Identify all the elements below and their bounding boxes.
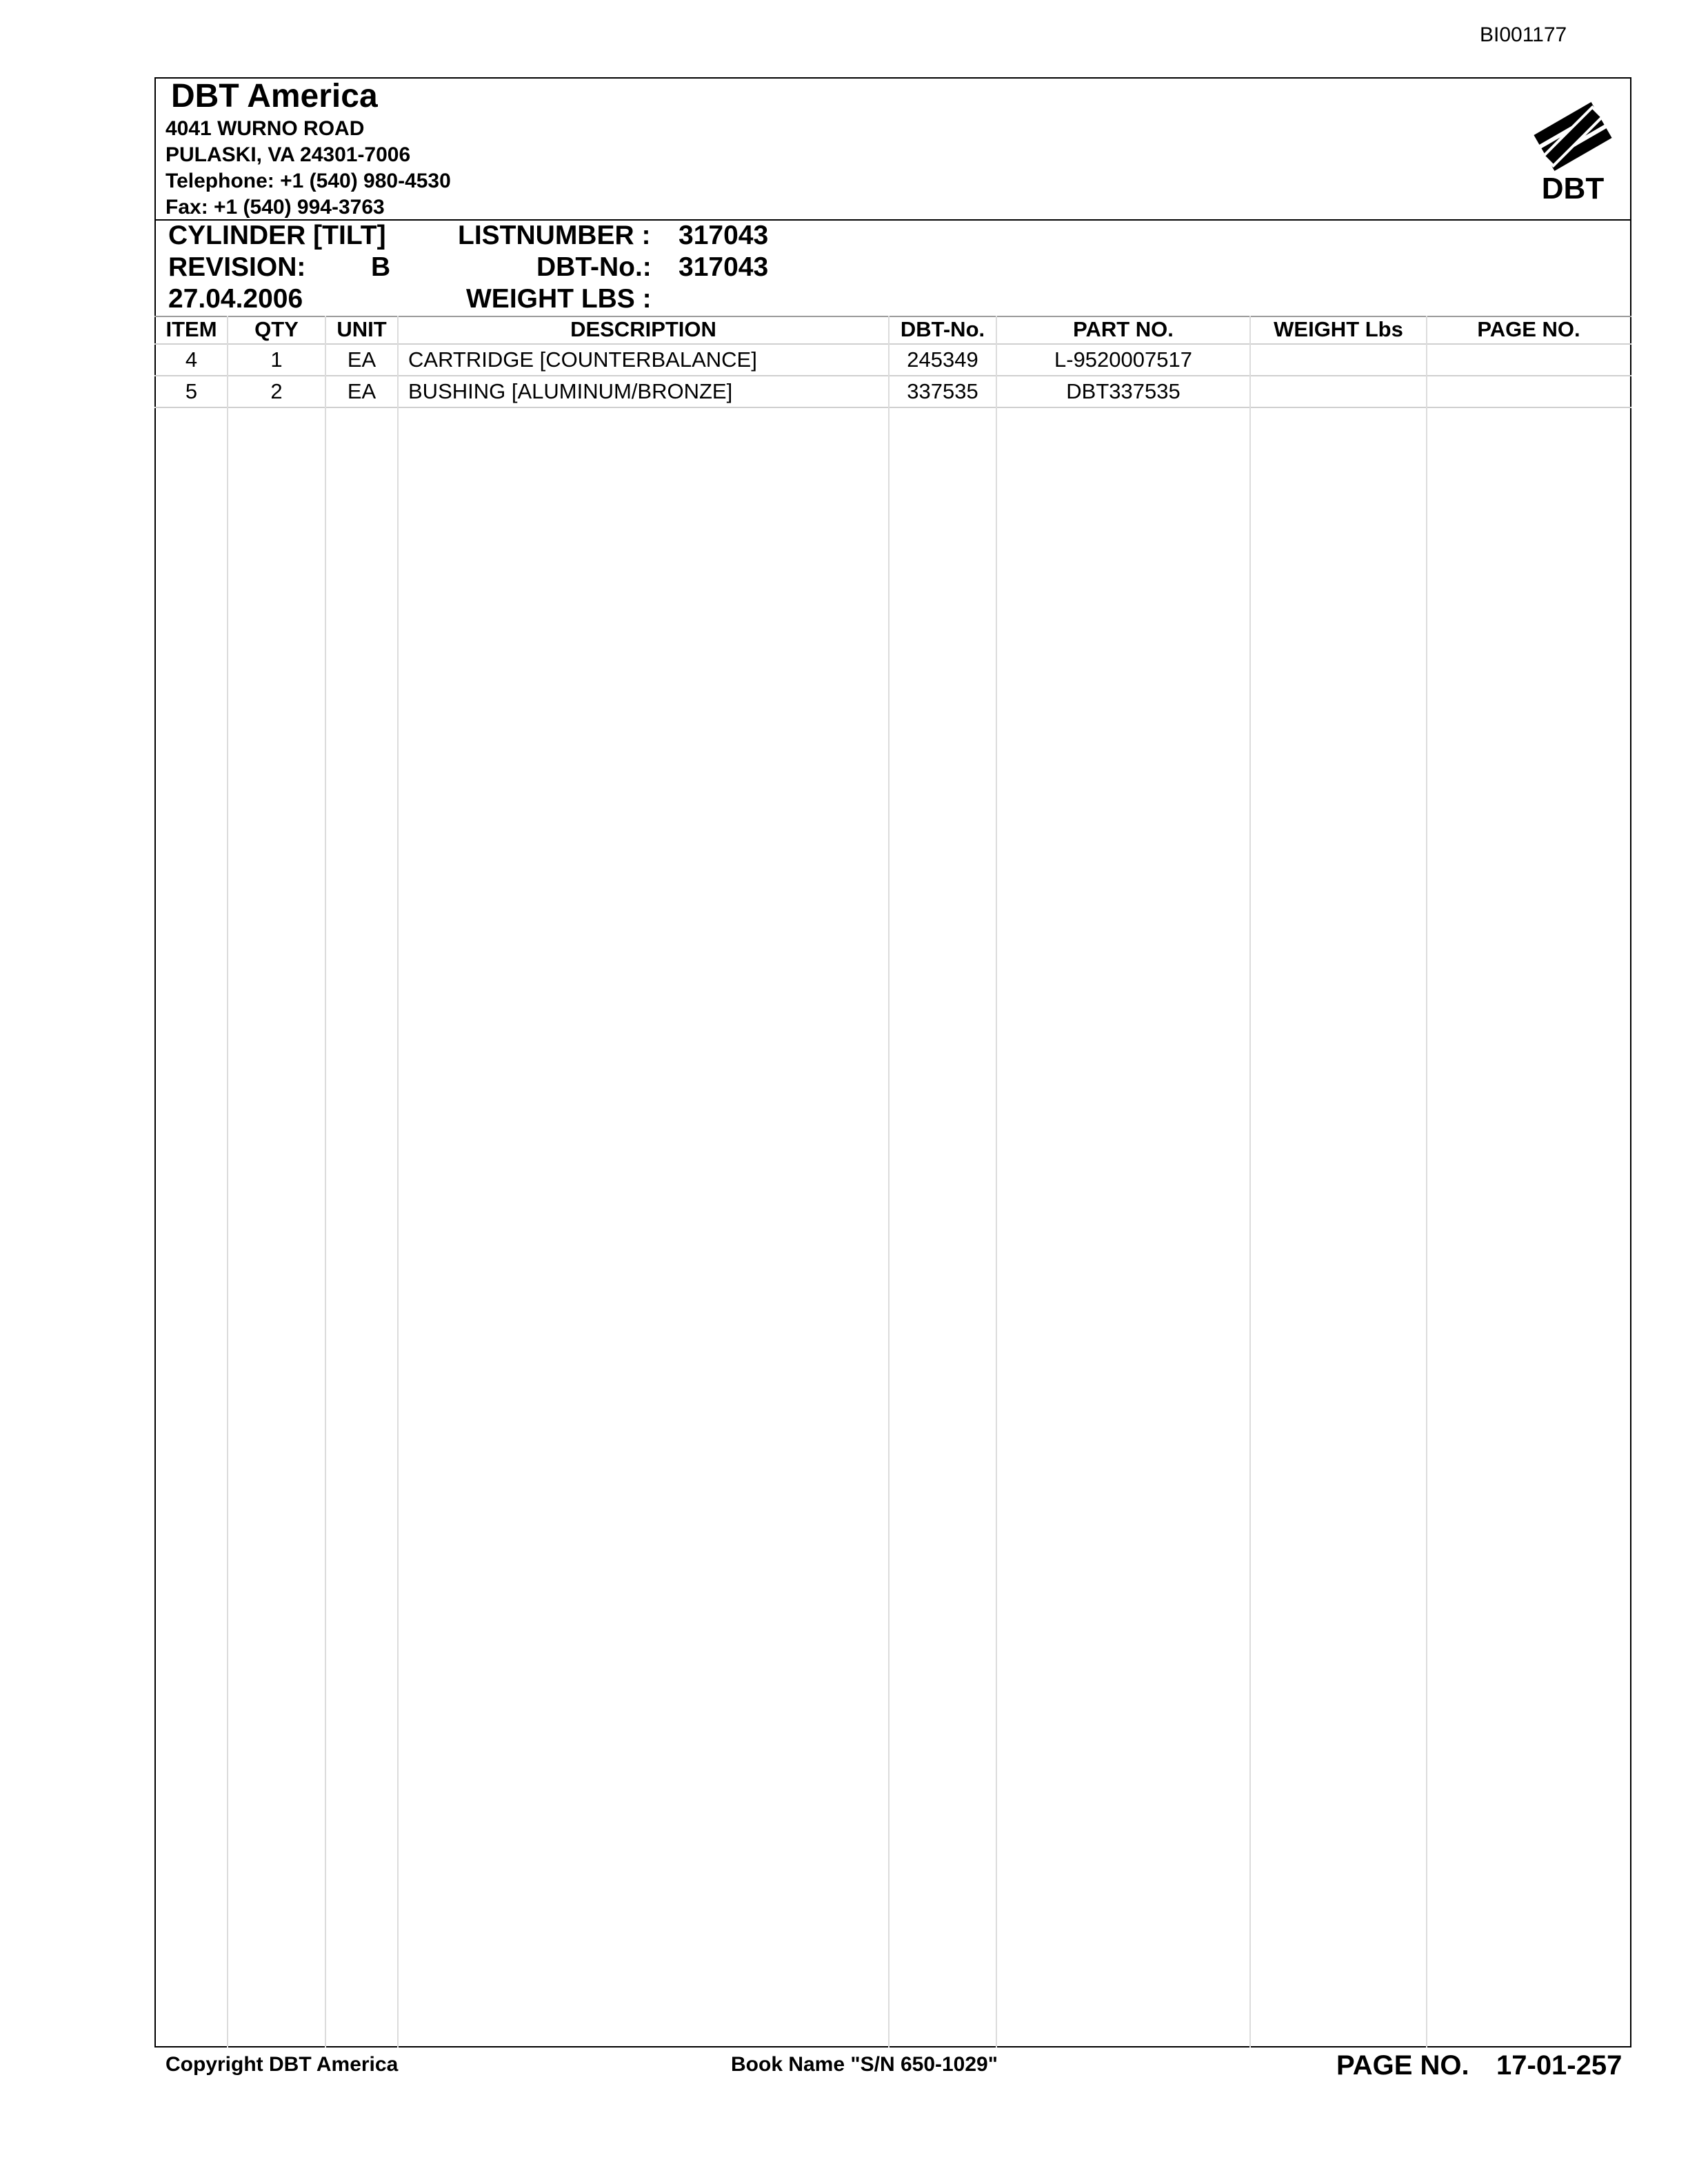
column-divider — [888, 316, 890, 2048]
cell-dbt-no: 245349 — [907, 347, 978, 372]
column-divider — [996, 316, 997, 2048]
svg-text:DBT: DBT — [1541, 172, 1605, 205]
cell-description: CARTRIDGE [COUNTERBALANCE] — [408, 347, 757, 372]
column-divider — [325, 316, 326, 2048]
company-address-line2: PULASKI, VA 24301-7006 — [165, 143, 411, 166]
cell-page-no — [1427, 376, 1630, 407]
column-header-description: DESCRIPTION — [570, 317, 716, 341]
cell-qty: 2 — [270, 379, 283, 403]
column-header-part-no: PART NO. — [1073, 317, 1174, 341]
column-header-dbt-no: DBT-No. — [900, 317, 985, 341]
column-divider — [397, 316, 399, 2048]
cell-description: BUSHING [ALUMINUM/BRONZE] — [408, 379, 733, 403]
cell-part-no: L-9520007517 — [1054, 347, 1192, 372]
company-telephone: Telephone: +1 (540) 980-4530 — [165, 170, 451, 192]
cell-weight — [1251, 376, 1426, 407]
footer-page-label: PAGE NO. — [1336, 2050, 1469, 2081]
company-address-line1: 4041 WURNO ROAD — [165, 117, 365, 140]
cell-unit: EA — [347, 379, 376, 403]
cell-dbt-no: 337535 — [907, 379, 978, 403]
cell-part-no: DBT337535 — [1066, 379, 1180, 403]
part-name: CYLINDER [TILT] — [168, 221, 386, 250]
revision-label: REVISION: — [168, 252, 306, 282]
column-header-page-no: PAGE NO. — [1477, 317, 1580, 341]
cell-unit: EA — [347, 347, 376, 372]
column-divider — [1426, 316, 1427, 2048]
cell-item: 4 — [185, 347, 198, 372]
weight-label: WEIGHT LBS : — [466, 284, 652, 314]
footer-copyright: Copyright DBT America — [165, 2053, 399, 2076]
listnumber-label: LISTNUMBER : — [458, 221, 651, 250]
cell-page-no — [1427, 344, 1630, 376]
column-header-weight: WEIGHT Lbs — [1274, 317, 1403, 341]
footer-book-name: Book Name "S/N 650-1029" — [731, 2053, 998, 2076]
dbt-logo-icon — [1528, 95, 1618, 205]
listnumber-value: 317043 — [679, 221, 769, 250]
cell-qty: 1 — [270, 347, 283, 372]
column-divider — [1249, 316, 1251, 2048]
company-name: DBT America — [171, 78, 378, 114]
cell-weight — [1251, 344, 1426, 376]
column-header-unit: UNIT — [336, 317, 387, 341]
column-header-qty: QTY — [254, 317, 299, 341]
revision-value: B — [371, 252, 391, 282]
dbt-no-value: 317043 — [679, 252, 769, 282]
footer-page-number: 17-01-257 — [1496, 2050, 1622, 2081]
document-id: BI001177 — [1480, 23, 1567, 46]
dbt-no-label: DBT-No.: — [536, 252, 652, 282]
column-header-item: ITEM — [165, 317, 217, 341]
cell-item: 5 — [185, 379, 198, 403]
company-fax: Fax: +1 (540) 994-3763 — [165, 196, 385, 219]
document-date: 27.04.2006 — [168, 284, 303, 314]
column-divider — [227, 316, 228, 2048]
